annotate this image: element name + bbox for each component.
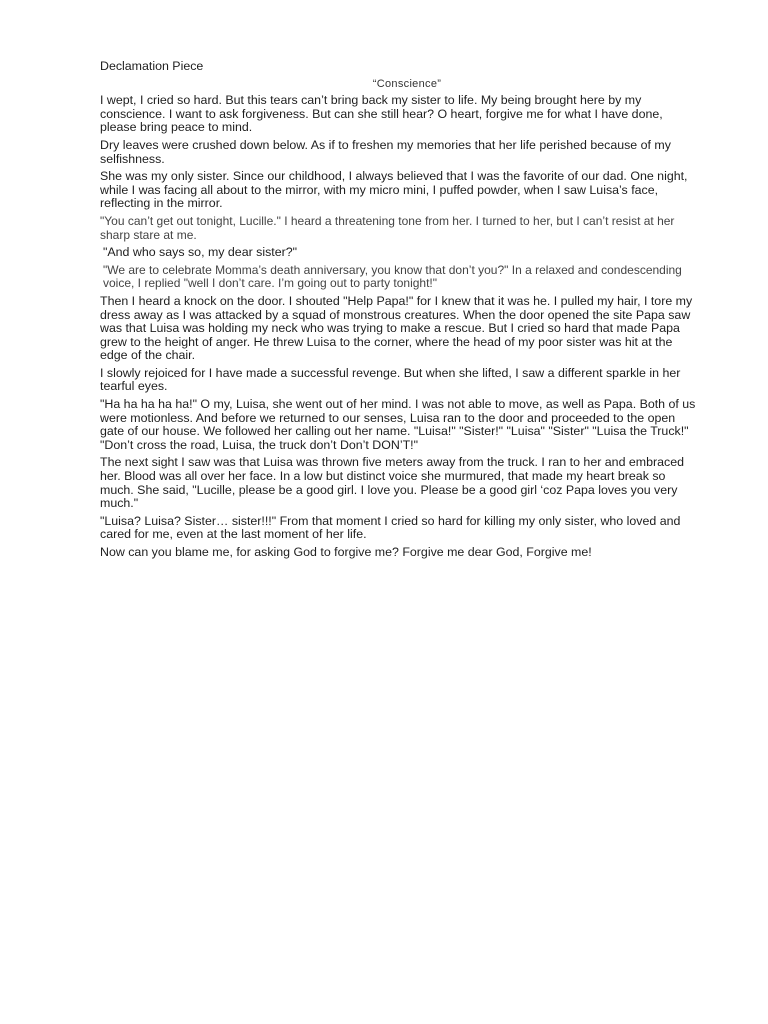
paragraph: I slowly rejoiced for I have made a successful revenge. But when she lifted, I saw a different sparkle in her tearful eyes.: [100, 365, 681, 394]
document-body: [100, 60, 700, 564]
paragraph: "You can’t get out tonight, Lucille." I heard a threatening tone from her. I turned to her, but I can’t resist at her sharp stare at me.: [100, 213, 675, 242]
paragraph: "Luisa? Luisa? Sister… sister!!!" From that moment I cried so hard for killing my only sister, who loved and cared for me, even at the last moment of her life.: [100, 513, 681, 542]
paragraph: The next sight I saw was that Luisa was thrown five meters away from the truck. I ran to her and embraced her. Blood was all over her face. In a low but distinct voice she murmured, that made my heart break so much. She said, "Lucille, please be a good girl. I love you. Please be a good girl ‘coz Papa loves you very much.": [100, 455, 684, 511]
paragraph: "And who says so, my dear sister?": [103, 245, 298, 260]
paragraph: "Ha ha ha ha ha!" O my, Luisa, she went out of her mind. I was not able to move, as well as Papa. Both of us were motionless. And before we returned to our senses, Luisa ran to the door and proceeded to the open gate of our house. We followed her calling out her name. "Luisa!" "Sister!" "Luisa" "Sister" "Luisa the Truck!" "Don’t cross the road, Luisa, the truck don’t Don’t DON’T!": [100, 397, 696, 452]
paragraph: She was my only sister. Since our childhood, I always believed that I was the favorite of our dad. One night, while I was facing all about to the mirror, with my micro mini, I puffed powder, when I saw Luisa’s face, reflecting in the mirror.: [100, 169, 688, 211]
paragraph: Dry leaves were crushed down below. As if to freshen my memories that her life perished because of my selfishness.: [100, 137, 671, 166]
paragraph: Then I heard a knock on the door. I shouted "Help Papa!" for I knew that it was he. I pulled my hair, I tore my dress away as I was attacked by a squad of monstrous creatures. When the door opened the site Papa saw was that Luisa was holding my neck who was trying to make a rescue. But I cried so hard that made Papa grew to the height of anger. He threw Luisa to the corner, where the head of my poor sister was hit at the edge of the chair.: [100, 293, 693, 363]
paragraph: Now can you blame me, for asking God to forgive me? Forgive me dear God, Forgive me!: [100, 545, 592, 559]
document-title: “Conscience”: [372, 77, 442, 90]
paragraph: I wept, I cried so hard. But this tears can’t bring back my sister to life. My being brought here by my conscience. I want to ask forgiveness. But can she still hear? O heart, forgive me for what I have done, please bring peace to mind.: [100, 93, 663, 135]
document-heading: Declamation Piece: [100, 59, 204, 73]
paragraph: "We are to celebrate Momma’s death anniversary, you know that don’t you?" In a relaxed and condescending voice, I replied "well I don’t care. I’m going out to party tonight!": [103, 262, 682, 291]
